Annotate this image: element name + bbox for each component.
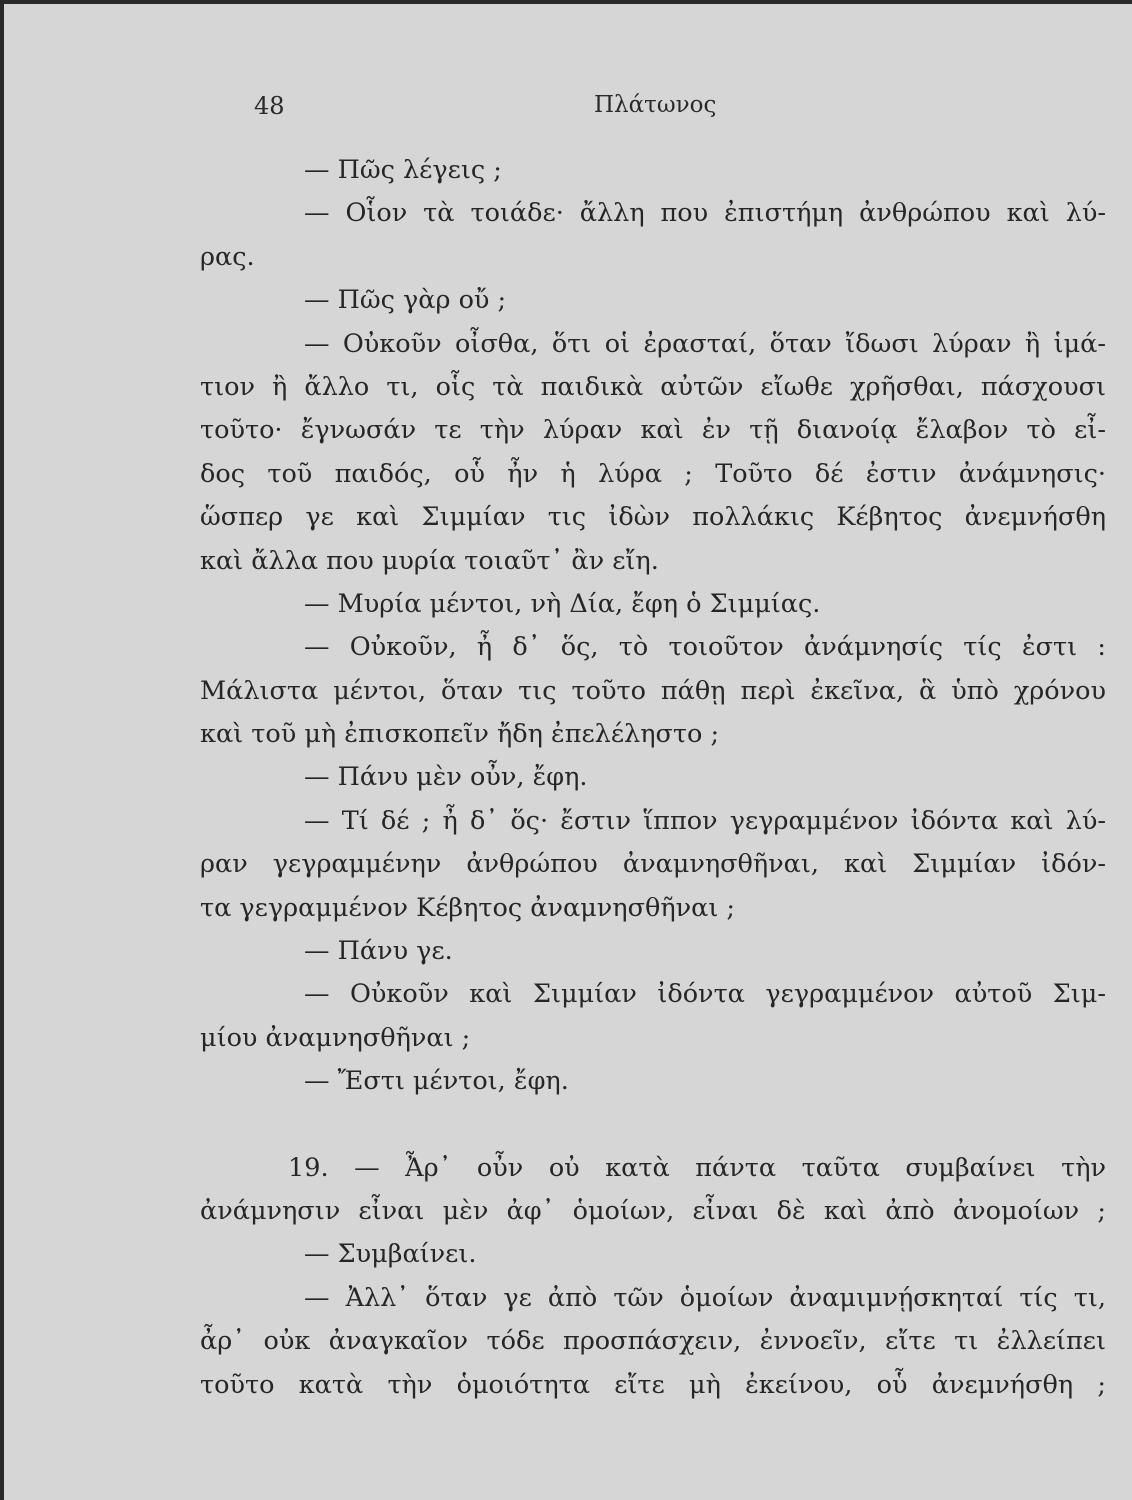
text-line: τα γεγραμμένον Κέβητος ἀναμνησθῆναι ;: [200, 892, 736, 923]
page-header: [4, 92, 1132, 122]
running-head: Πλάτωνος: [594, 92, 717, 118]
page-number: 48: [254, 92, 285, 120]
text-line: — Μυρία μέντοι, νὴ Δία, ἔφη ὁ Σιμμίας.: [304, 588, 821, 619]
text-line: τοῦτο κατὰ τὴν ὁμοιότητα εἴτε μὴ ἐκείνου, οὗ ἀνεμνήσθη ;: [200, 1369, 1106, 1400]
text-line: ἀνάμνησιν εἶναι μὲν ἀφ᾽ ὁμοίων, εἶναι δὲ καὶ ἀπὸ ἀνομοίων ;: [200, 1195, 1106, 1226]
text-line: — Οὐκοῦν καὶ Σιμμίαν ἰδόντα γεγραμμένον αὐτοῦ Σιμ-: [304, 979, 1106, 1010]
text-line: 19. — Ἆρ᾽ οὖν οὐ κατὰ πάντα ταῦτα συμβαίνει τὴν: [288, 1152, 1106, 1183]
text-line: — Οὐκοῦν οἶσθα, ὅτι οἱ ἐρασταί, ὅταν ἴδωσι λύραν ἢ ἱμά-: [304, 328, 1106, 359]
text-line: — Πάνυ μὲν οὖν, ἔφη.: [304, 762, 588, 793]
text-line: — Πάνυ γε.: [304, 936, 453, 967]
text-line: Μάλιστα μέντοι, ὅταν τις τοῦτο πάθῃ περὶ ἐκεῖνα, ἃ ὑπὸ χρόνου: [200, 675, 1106, 706]
text-line: μίου ἀναμνησθῆναι ;: [200, 1022, 471, 1053]
text-line: — Τί δέ ; ἦ δ᾽ ὅς· ἔστιν ἵππον γεγραμμένον ἰδόντα καὶ λύ-: [304, 805, 1106, 836]
section-gap: [200, 1104, 1106, 1147]
text-line: τοῦτο· ἔγνωσάν τε τὴν λύραν καὶ ἐν τῇ διανοίᾳ ἔλαβον τὸ εἶ-: [200, 415, 1106, 446]
text-line: — Συμβαίνει.: [304, 1239, 477, 1270]
body-text: [200, 149, 1106, 1407]
text-line: ρας.: [200, 241, 255, 272]
text-line: — Ἀλλ᾽ ὅταν γε ἀπὸ τῶν ὁμοίων ἀναμιμνῄσκηταί τίς τι,: [304, 1282, 1106, 1313]
text-line: ραν γεγραμμένην ἀνθρώπου ἀναμνησθῆναι, καὶ Σιμμίαν ἰδόν-: [200, 849, 1106, 880]
text-line: — Πῶς λέγεις ;: [304, 155, 502, 185]
text-line: τιον ἢ ἄλλο τι, οἷς τὰ παιδικὰ αὐτῶν εἴωθε χρῆσθαι, πάσχουσι: [200, 371, 1106, 402]
text-line: δος τοῦ παιδός, οὗ ἦν ἡ λύρα ; Τοῦτο δέ ἐστιν ἀνάμνησις·: [200, 458, 1106, 489]
text-line: — Οἷον τὰ τοιάδε· ἄλλη που ἐπιστήμη ἀνθρώπου καὶ λύ-: [304, 198, 1106, 229]
text-line: — Ἔστι μέντοι, ἔφη.: [304, 1066, 569, 1097]
text-line: — Πῶς γὰρ οὔ ;: [304, 285, 507, 316]
text-line: ἆρ᾽ οὐκ ἀναγκαῖον τόδε προσπάσχειν, ἐννοεῖν, εἴτε τι ἐλλείπει: [200, 1326, 1106, 1357]
text-line: καὶ ἄλλα που μυρία τοιαῦτ᾽ ἂν εἴη.: [200, 545, 659, 576]
book-page: [4, 4, 1132, 1500]
text-line: — Οὐκοῦν, ἦ δ᾽ ὅς, τὸ τοιοῦτον ἀνάμνησίς τίς ἐστι :: [304, 632, 1106, 663]
text-line: ὥσπερ γε καὶ Σιμμίαν τις ἰδὼν πολλάκις Κέβητος ἀνεμνήσθη: [200, 502, 1106, 533]
text-line: καὶ τοῦ μὴ ἐπισκοπεῖν ἤδη ἐπελέληστο ;: [200, 719, 720, 750]
